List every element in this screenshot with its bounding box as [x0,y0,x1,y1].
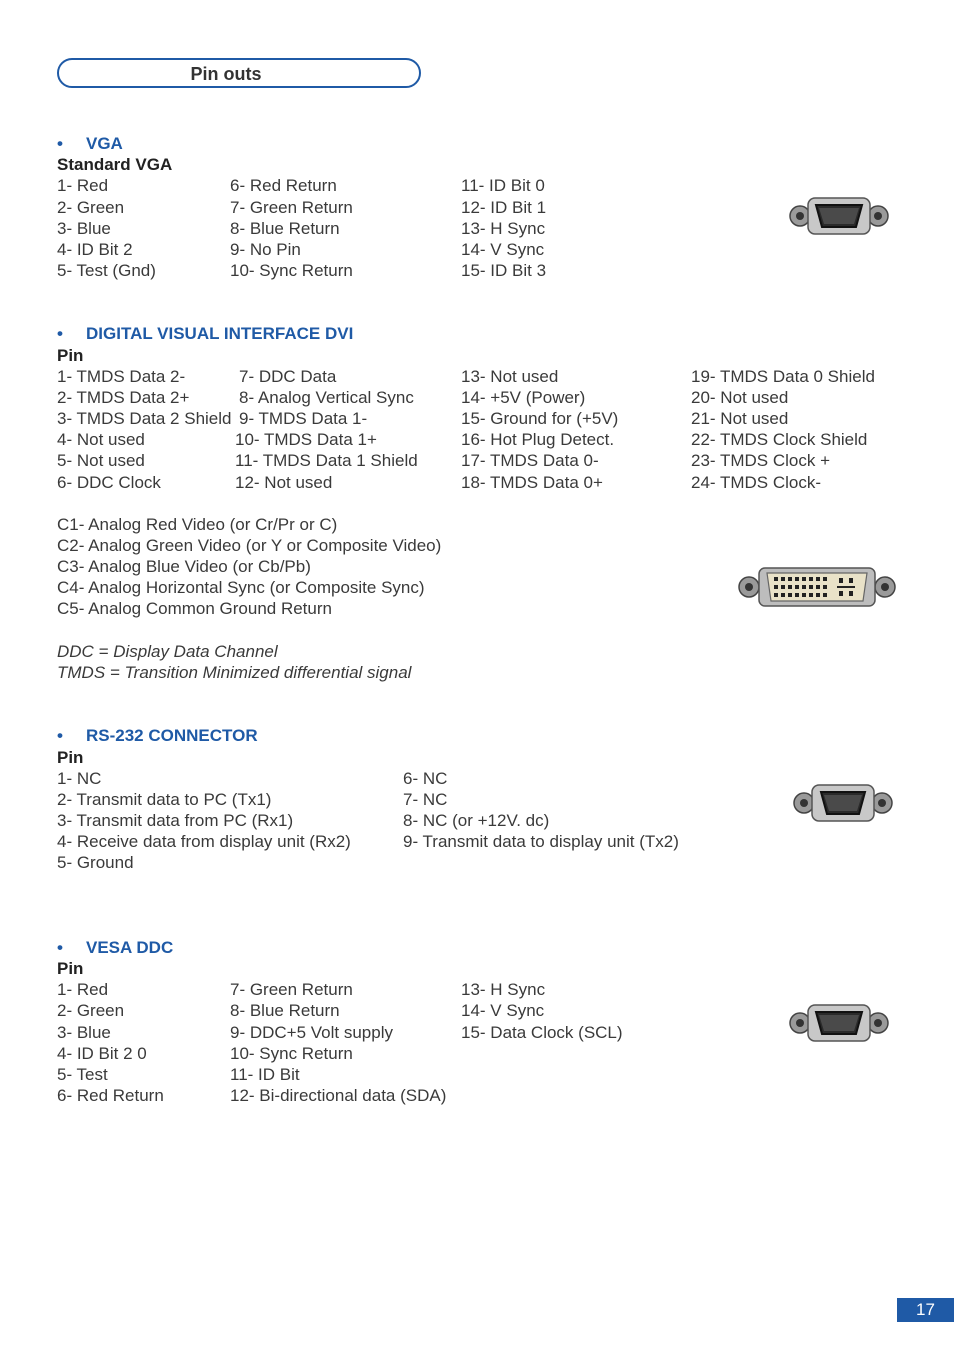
rs232-pin: 5- Ground [57,853,134,872]
dvi-pin: 15- Ground for (+5V) [461,409,619,428]
dvi-pin: 11- TMDS Data 1 Shield [235,451,418,470]
vesa-subtitle: Pin [57,959,84,978]
tmds-note: TMDS = Transition Minimized differential signal [57,663,412,682]
dvi-analog-pin: C4- Analog Horizontal Sync (or Composite Sync) [57,578,425,597]
vga-pin: 8- Blue Return [230,219,340,238]
dvi-pin: 10- TMDS Data 1+ [235,430,377,449]
vga-pin: 6- Red Return [230,176,337,195]
dvi-bullet: • [57,324,63,343]
vesa-pin: 10- Sync Return [230,1044,353,1063]
vesa-pin: 2- Green [57,1001,125,1020]
vesa-pin: 9- DDC+5 Volt supply [230,1023,393,1042]
vga-pin: 7- Green Return [230,198,353,217]
vga-pin: 3- Blue [57,219,111,238]
dvi-pin: 16- Hot Plug Detect. [461,430,615,449]
dvi-pin: 20- Not used [691,388,789,407]
vga-pin: 9- No Pin [230,240,301,259]
dvi-pin: 4- Not used [57,430,145,449]
vesa-pin: 6- Red Return [57,1086,164,1105]
rs232-pin: 2- Transmit data to PC (Tx1) [57,790,272,809]
dvi-analog-pin: C2- Analog Green Video (or Y or Composite Video) [57,536,442,555]
vga-pin: 13- H Sync [461,219,546,238]
vesa-pin: 3- Blue [57,1023,111,1042]
rs232-title: RS-232 CONNECTOR [86,726,258,745]
rs232-pin: 3- Transmit data from PC (Rx1) [57,811,294,830]
dvi-connector-icon [737,566,897,608]
dvi-pin: 5- Not used [57,451,145,470]
dvi-pin: 12- Not used [235,473,333,492]
vga-pin: 14- V Sync [461,240,545,259]
vga-pin: 11- ID Bit 0 [461,176,545,195]
rs232-pin: 7- NC [403,790,448,809]
vga-subtitle: Standard VGA [57,155,173,174]
vga-title: VGA [86,134,123,153]
vga-pin: 12- ID Bit 1 [461,198,547,217]
vesa-pin: 15- Data Clock (SCL) [461,1023,623,1042]
vga-connector-icon [788,195,890,237]
dvi-pin: 8- Analog Vertical Sync [239,388,414,407]
dvi-pin: 24- TMDS Clock- [691,473,822,492]
page-number: 17 [897,1298,954,1322]
vga-pin: 1- Red [57,176,109,195]
vesa-connector-icon [788,1002,890,1044]
rs232-pin: 4- Receive data from display unit (Rx2) [57,832,351,851]
dvi-pin: 2- TMDS Data 2+ [57,388,190,407]
rs232-pin: 6- NC [403,769,448,788]
dvi-pin: 6- DDC Clock [57,473,161,492]
vesa-pin: 8- Blue Return [230,1001,340,1020]
vesa-pin: 14- V Sync [461,1001,545,1020]
dvi-analog-pin: C1- Analog Red Video (or Cr/Pr or C) [57,515,338,534]
rs232-subtitle: Pin [57,748,84,767]
vesa-pin: 1- Red [57,980,109,999]
dvi-analog-pin: C3- Analog Blue Video (or Cb/Pb) [57,557,311,576]
dvi-pin: 17- TMDS Data 0- [461,451,599,470]
ddc-note: DDC = Display Data Channel [57,642,278,661]
rs232-pin: 8- NC (or +12V. dc) [403,811,550,830]
vesa-title: VESA DDC [86,938,174,957]
dvi-pin: 19- TMDS Data 0 Shield [691,367,875,386]
dvi-analog-pin: C5- Analog Common Ground Return [57,599,332,618]
dvi-pin: 9- TMDS Data 1- [239,409,368,428]
dvi-pin: 3- TMDS Data 2 Shield [57,409,232,428]
page-title: Pin outs [190,64,262,84]
vesa-pin: 13- H Sync [461,980,546,999]
vga-pin: 5- Test (Gnd) [57,261,156,280]
dvi-pin: 21- Not used [691,409,789,428]
dvi-title: DIGITAL VISUAL INTERFACE DVI [86,324,354,343]
vesa-bullet: • [57,938,63,957]
dvi-pin: 22- TMDS Clock Shield [691,430,868,449]
dvi-pin: 1- TMDS Data 2- [57,367,186,386]
vesa-pin: 7- Green Return [230,980,353,999]
dvi-pin: 18- TMDS Data 0+ [461,473,603,492]
vga-pin: 15- ID Bit 3 [461,261,547,280]
vga-pin: 2- Green [57,198,125,217]
vga-pin: 10- Sync Return [230,261,353,280]
section-header [57,58,421,88]
rs232-bullet: • [57,726,63,745]
vga-bullet: • [57,134,63,153]
rs232-connector-icon [792,782,894,824]
vesa-pin: 4- ID Bit 2 0 [57,1044,147,1063]
dvi-subtitle: Pin [57,346,84,365]
dvi-pin: 23- TMDS Clock + [691,451,831,470]
rs232-pin: 1- NC [57,769,102,788]
vesa-pin: 12- Bi-directional data (SDA) [230,1086,447,1105]
rs232-pin: 9- Transmit data to display unit (Tx2) [403,832,679,851]
dvi-pin: 14- +5V (Power) [461,388,586,407]
vga-pin: 4- ID Bit 2 [57,240,133,259]
dvi-pin: 13- Not used [461,367,559,386]
vesa-pin: 11- ID Bit [230,1065,300,1084]
vesa-pin: 5- Test [57,1065,108,1084]
dvi-pin: 7- DDC Data [239,367,337,386]
